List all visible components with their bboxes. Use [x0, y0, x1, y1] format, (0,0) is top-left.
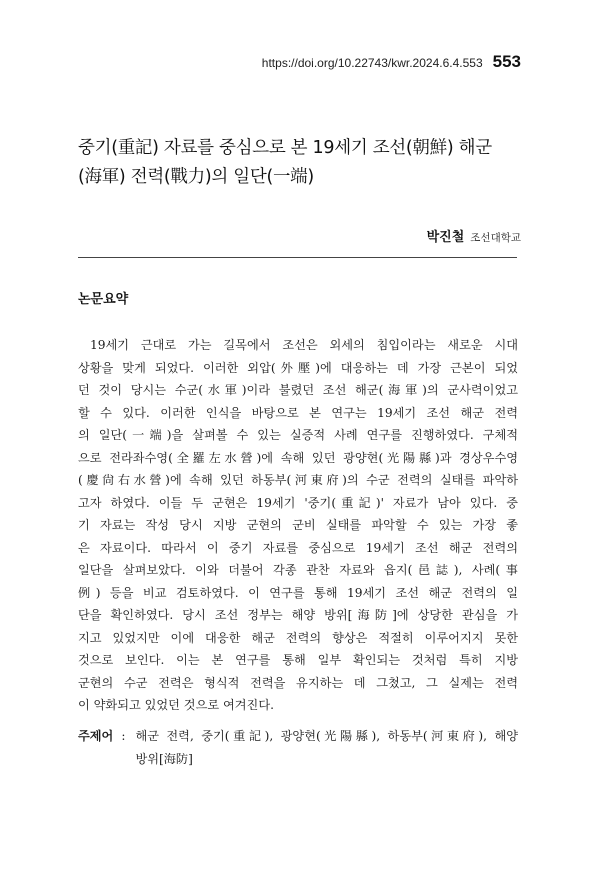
author-name: 박진철	[426, 230, 465, 245]
author-line	[427, 226, 521, 245]
abstract-line: 던 것이 당시는 수군(水軍)이라 불렸던 조선 해군(海軍)의 군사력이었고	[78, 383, 518, 397]
abstract-line: 기 자료는 작성 당시 지방 군현의 군비 실태를 파악할 수 있는 가장 좋	[78, 518, 518, 532]
divider	[78, 257, 517, 258]
keywords-label: 주제어	[78, 729, 114, 743]
abstract-line: 할 수 있다. 이러한 인식을 바탕으로 본 연구는 19세기 조선 해군 전력	[78, 405, 518, 420]
abstract-line: (慶尙右水營)에 속해 있던 하동부(河東府)의 수군 전력의 실태를 파악하	[78, 473, 518, 487]
abstract-line: 例) 등을 비교 검토하였다. 이 연구를 통해 19세기 조선 해군 전력의 일	[78, 585, 518, 600]
abstract-line: 이 약화되고 있었던 것으로 여겨진다.	[78, 698, 274, 712]
page-header	[262, 52, 521, 72]
abstract-line: 단을 확인하였다. 당시 조선 정부는 해양 방위[海防]에 상당한 관심을 가	[78, 608, 518, 622]
keywords-line: 방위[海防]	[135, 751, 193, 766]
abstract-line: 일단을 살펴보았다. 이와 더불어 각종 관찬 자료와 읍지(邑誌), 사례(事	[78, 563, 518, 577]
keywords	[78, 725, 518, 770]
abstract-line: 은 자료이다. 따라서 이 중기 자료를 중심으로 19세기 조선 해군 전력의	[78, 540, 518, 555]
abstract-line: 19세기 근대로 가는 길목에서 조선은 외세의 침입이라는 새로운 시대	[90, 338, 518, 352]
abstract-line: 고자 하였다. 이들 두 군현은 19세기 '중기(重記)' 자료가 남아 있다. 중	[78, 495, 518, 510]
abstract-line: 의 일단(一端)을 살펴볼 수 있는 실증적 사례 연구를 진행하였다. 구체적	[78, 428, 518, 442]
abstract-line: 으로 전라좌수영(全羅左水營)에 속해 있던 광양현(光陽縣)과 경상우수영	[78, 450, 518, 465]
keywords-colon: :	[121, 729, 126, 743]
keywords-list	[135, 725, 518, 770]
title-line: (海軍) 전력(戰力)의 일단(一端)	[78, 167, 314, 187]
abstract-line: 지고 있었지만 이에 대응한 해군 전력의 향상은 적절히 이루어지지 못한	[78, 630, 518, 645]
abstract-heading: 논문요약	[78, 292, 129, 307]
doi-link[interactable]: https://doi.org/10.22743/kwr.2024.6.4.553	[261, 56, 483, 70]
abstract-body	[78, 334, 518, 717]
keywords-line: 해군 전력, 중기(重記), 광양현(光陽縣), 하동부(河東府), 해양	[135, 729, 518, 743]
page-number: 553	[492, 52, 521, 71]
abstract-line: 군현의 수군 전력은 형식적 전력을 유지하는 데 그쳤고, 그 실제는 전력	[78, 675, 518, 690]
abstract-line: 것으로 보인다. 이는 본 연구를 통해 일부 확인되는 것처럼 특히 지방	[78, 653, 518, 667]
title-line: 중기(重記) 자료를 중심으로 본 19세기 조선(朝鮮) 해군	[78, 138, 492, 158]
abstract-line: 상황을 맞게 되었다. 이러한 외압(外壓)에 대응하는 데 가장 근본이 되었	[78, 360, 518, 375]
paper-title	[78, 134, 528, 192]
author-affiliation: 조선대학교	[470, 232, 521, 244]
